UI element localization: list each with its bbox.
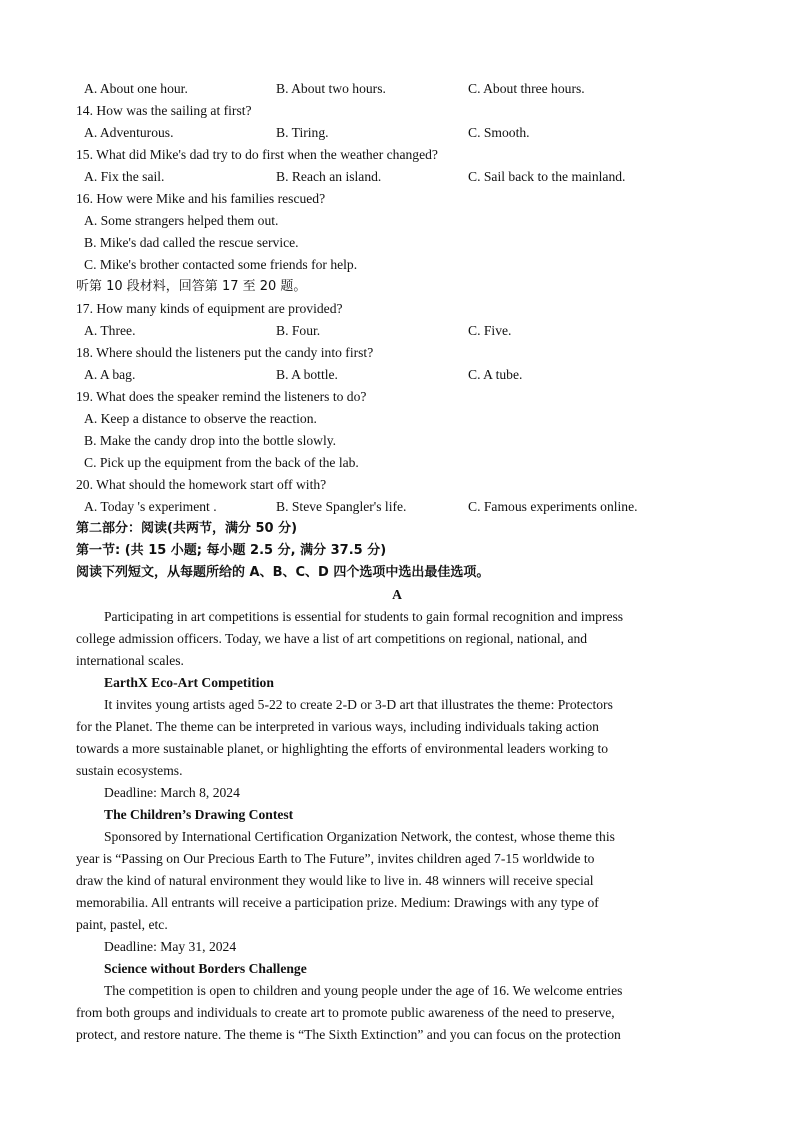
- competition-line: from both groups and individuals to create art to promote public awareness of the need to preserve,: [76, 1005, 615, 1020]
- competition-line: paint, pastel, etc.: [76, 917, 168, 932]
- passage-label: A: [392, 587, 402, 602]
- competition-line: towards a more sustainable planet, or highlighting the efforts of environmental leaders working to: [76, 741, 609, 756]
- q19-option-a: A. Keep a distance to observe the reaction.: [84, 411, 317, 426]
- competition-line: The competition is open to children and young people under the age of 16. We welcome entries: [104, 983, 623, 998]
- q15-options: [76, 166, 716, 188]
- q18-option-b: B. A bottle.: [276, 367, 338, 382]
- competition-deadline: Deadline: March 8, 2024: [104, 785, 240, 800]
- q14-option-b: B. Tiring.: [276, 125, 329, 140]
- q20-options: [76, 496, 716, 518]
- q14-question: 14. How was the sailing at first?: [76, 103, 252, 118]
- competition-line: draw the kind of natural environment they would like to live in. 48 winners will receive special: [76, 873, 594, 888]
- reading-instruction: 阅读下列短文，从每题所给的 A、B、C、D 四个选项中选出最佳选项。: [76, 565, 490, 580]
- competition-line: It invites young artists aged 5-22 to create 2-D or 3-D art that illustrates the theme: Protectors: [104, 697, 613, 712]
- q20-option-b: B. Steve Spangler's life.: [276, 499, 407, 514]
- q13-option-c: C. About three hours.: [468, 81, 585, 96]
- q17-question: 17. How many kinds of equipment are provided?: [76, 301, 343, 316]
- q13-options: [76, 78, 716, 100]
- competition-line: year is “Passing on Our Precious Earth to The Future”, invites children aged 7-15 worldwide to: [76, 851, 595, 866]
- q16-option-a: A. Some strangers helped them out.: [84, 213, 279, 228]
- intro-line: Participating in art competitions is essential for students to gain formal recognition and impress: [104, 609, 624, 624]
- q19-question: 19. What does the speaker remind the listeners to do?: [76, 389, 367, 404]
- q13-option-a: A. About one hour.: [84, 81, 188, 96]
- part-2-title: 第二部分：阅读(共两节，满分 50 分): [76, 521, 298, 536]
- q17-options: [76, 320, 716, 342]
- intro-line: international scales.: [76, 653, 184, 668]
- competition-line: Sponsored by International Certification Organization Network, the contest, whose theme this: [104, 829, 615, 844]
- q14-options: [76, 122, 716, 144]
- q19-option-c: C. Pick up the equipment from the back of the lab.: [84, 455, 359, 470]
- q15-option-b: B. Reach an island.: [276, 169, 382, 184]
- q16-option-b: B. Mike's dad called the rescue service.: [84, 235, 299, 250]
- q19-option-b: B. Make the candy drop into the bottle slowly.: [84, 433, 337, 448]
- q13-option-b: B. About two hours.: [276, 81, 386, 96]
- competition-line: sustain ecosystems.: [76, 763, 183, 778]
- q18-option-a: A. A bag.: [84, 367, 136, 382]
- q15-option-a: A. Fix the sail.: [84, 169, 165, 184]
- q17-option-b: B. Four.: [276, 323, 321, 338]
- q16-option-c: C. Mike's brother contacted some friends for help.: [84, 257, 358, 272]
- q18-question: 18. Where should the listeners put the candy into first?: [76, 345, 374, 360]
- q20-question: 20. What should the homework start off with?: [76, 477, 327, 492]
- competition-title: The Children’s Drawing Contest: [104, 807, 294, 822]
- q20-option-a: A. Today 's experiment .: [84, 499, 217, 514]
- q18-option-c: C. A tube.: [468, 367, 523, 382]
- intro-line: college admission officers. Today, we have a list of art competitions on regional, national, and: [76, 631, 588, 646]
- competition-title: EarthX Eco-Art Competition: [104, 675, 274, 690]
- section-10-instruction: 听第 10 段材料，回答第 17 至 20 题。: [76, 279, 307, 294]
- competition-title: Science without Borders Challenge: [104, 961, 307, 976]
- q18-options: [76, 364, 716, 386]
- competition-line: protect, and restore nature. The theme is “The Sixth Extinction” and you can focus on the protection: [76, 1027, 621, 1042]
- q15-question: 15. What did Mike's dad try to do first when the weather changed?: [76, 147, 438, 162]
- q20-option-c: C. Famous experiments online.: [468, 499, 638, 514]
- q16-question: 16. How were Mike and his families rescued?: [76, 191, 326, 206]
- competition-line: for the Planet. The theme can be interpreted in various ways, including individuals taking action: [76, 719, 599, 734]
- q14-option-c: C. Smooth.: [468, 125, 530, 140]
- q17-option-c: C. Five.: [468, 323, 512, 338]
- q14-option-a: A. Adventurous.: [84, 125, 174, 140]
- q15-option-c: C. Sail back to the mainland.: [468, 169, 626, 184]
- competition-deadline: Deadline: May 31, 2024: [104, 939, 237, 954]
- competition-line: memorabilia. All entrants will receive a participation prize. Medium: Drawings with any type of: [76, 895, 599, 910]
- section-1-title: 第一节: (共 15 小题; 每小题 2.5 分, 满分 37.5 分): [76, 543, 387, 558]
- q17-option-a: A. Three.: [84, 323, 136, 338]
